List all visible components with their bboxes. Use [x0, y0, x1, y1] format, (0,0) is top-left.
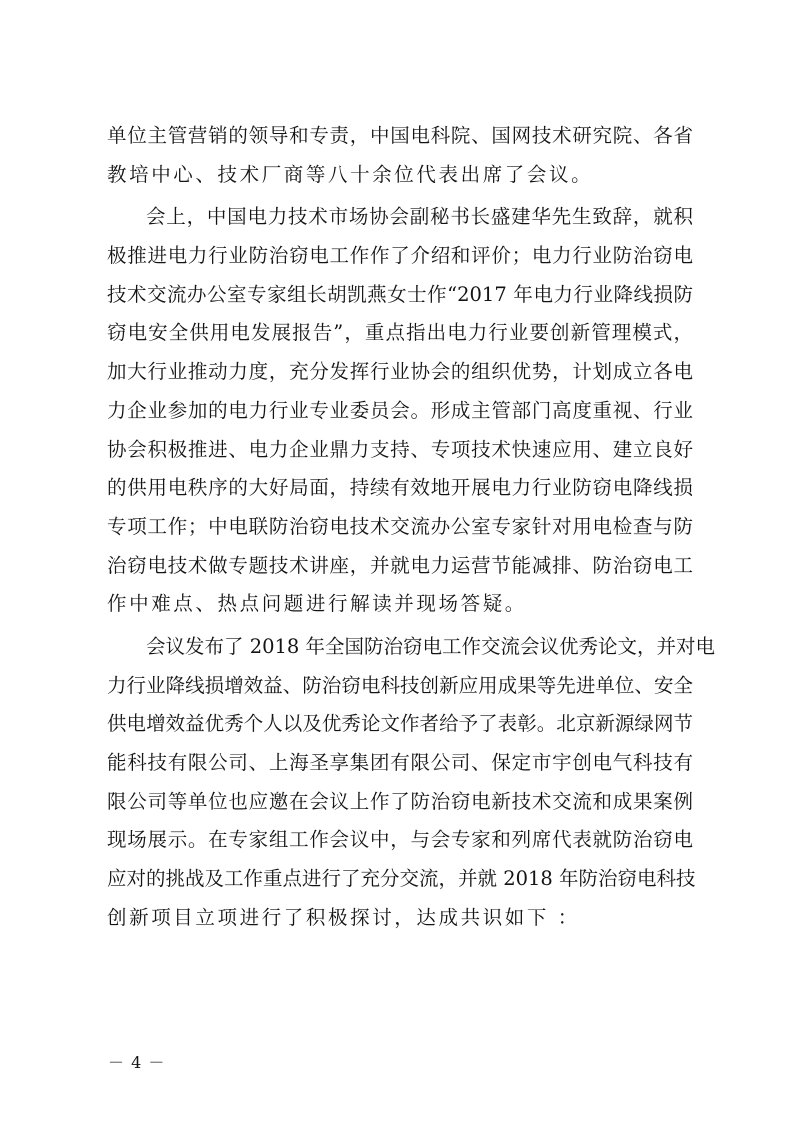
text-line: 协会积极推进、电力企业鼎力支持、专项技术快速应用、建立良好	[107, 437, 693, 461]
text-line: 极推进电力行业防治窃电工作作了介绍和评价；电力行业防治窃电	[107, 244, 693, 268]
text-line: 的供用电秩序的大好局面，持续有效地开展电力行业防窃电降线损	[107, 476, 693, 500]
text-line: 力行业降线损增效益、防治窃电科技创新应用成果等先进单位、安全	[107, 673, 693, 697]
text-line: 力企业参加的电力行业专业委员会。形成主管部门高度重视、行业	[107, 398, 693, 422]
text-line: 供电增效益优秀个人以及优秀论文作者给予了表彰。北京新源绿网节	[107, 712, 693, 736]
paragraph-2	[107, 198, 693, 624]
text-line: 会上，中国电力技术市场协会副秘书长盛建华先生致辞，就积	[146, 205, 693, 229]
text-line: 治窃电技术做专题技术讲座，并就电力运营节能减排、防治窃电工	[107, 553, 693, 577]
text-line: 专项工作；中电联防治窃电技术交流办公室专家针对用电检查与防	[107, 514, 693, 538]
text-line: 现场展示。在专家组工作会议中，与会专家和列席代表就防治窃电	[107, 828, 693, 852]
text-line: 教培中心、技术厂商等八十余位代表出席了会议。	[107, 162, 594, 186]
text-line: 单位主管营销的领导和专责，中国电科院、国网技术研究院、各省	[107, 124, 693, 147]
paragraph-1	[107, 117, 693, 194]
paragraph-3	[107, 628, 716, 938]
page-number: － 4 －	[108, 1053, 166, 1072]
text-line: 技术交流办公室专家组长胡凯燕女士作“2017 年电力行业降线损防	[107, 282, 693, 306]
text-line: 作中难点、热点问题进行解读并现场答疑。	[107, 592, 527, 616]
text-line: 限公司等单位也应邀在会议上作了防治窃电新技术交流和成果案例	[107, 789, 693, 813]
body-text	[107, 117, 716, 937]
text-line: 窃电安全供用电发展报告”，重点指出电力行业要创新管理模式，	[107, 321, 693, 345]
text-line: 应对的挑战及工作重点进行了充分交流，并就 2018 年防治窃电科技	[107, 867, 696, 891]
text-line: 会议发布了 2018 年全国防治窃电工作交流会议优秀论文，并对电	[146, 634, 716, 658]
text-line: 创新项目立项进行了积极探讨，达成共识如下 ：	[107, 905, 580, 929]
text-line: 能科技有限公司、上海圣享集团有限公司、保定市宇创电气科技有	[107, 751, 693, 774]
text-line: 加大行业推动力度，充分发挥行业协会的组织优势，计划成立各电	[107, 360, 693, 384]
